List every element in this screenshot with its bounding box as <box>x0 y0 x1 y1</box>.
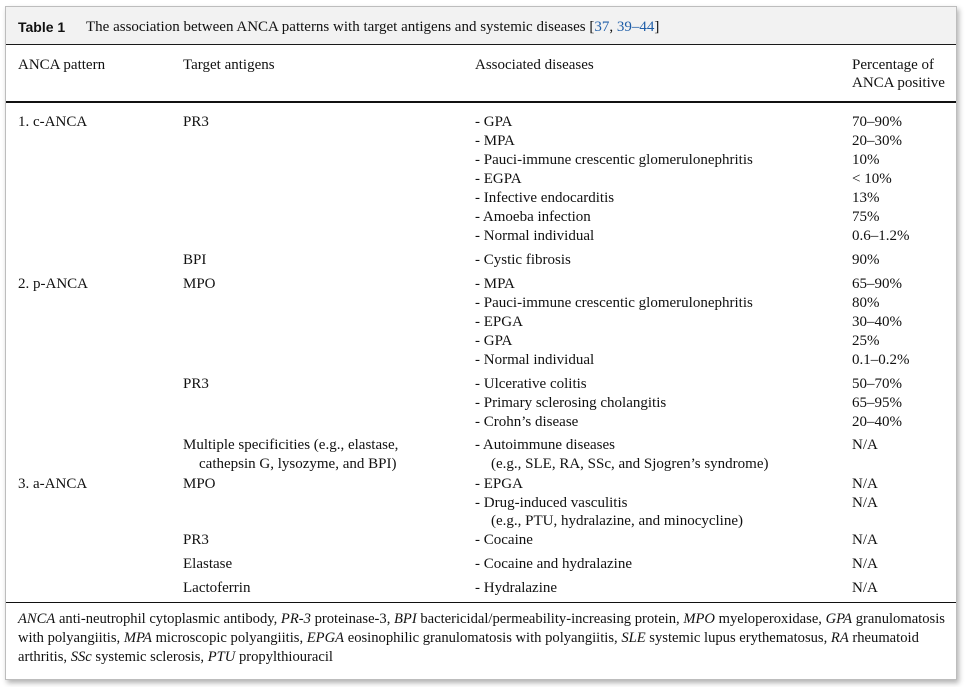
cell-percent: 0.1–0.2% <box>852 352 910 368</box>
table-title-bar <box>6 7 956 45</box>
cell-percent: 65–95% <box>852 395 902 411</box>
cell-disease: - Normal individual <box>475 228 595 244</box>
footnote-abbreviation: BPI <box>394 611 417 627</box>
cell-disease: - MPA <box>475 276 515 292</box>
footnote-definition: propylthiouracil <box>235 649 333 665</box>
footnote-abbreviation: SSc <box>70 649 92 665</box>
cell-disease: - GPA <box>475 114 513 130</box>
cell-disease: - MPA <box>475 133 515 149</box>
cell-percent: 80% <box>852 295 880 311</box>
cell-antigen: MPO <box>183 476 216 492</box>
cell-percent: 25% <box>852 333 880 349</box>
cell-disease: - EPGA <box>475 476 523 492</box>
cell-percent: 30–40% <box>852 314 902 330</box>
footnote-definition: systemic sclerosis, <box>91 649 208 665</box>
table-caption <box>86 19 659 36</box>
citation-link-37[interactable]: 37 <box>594 19 610 35</box>
cell-percent: N/A <box>852 532 878 548</box>
cell-antigen: PR3 <box>183 114 209 130</box>
cell-percent: 70–90% <box>852 114 902 130</box>
cell-percent: N/A <box>852 556 878 572</box>
table-footnote <box>18 610 954 667</box>
cell-percent: 75% <box>852 209 880 225</box>
footnote-abbreviation: MPO <box>683 611 715 627</box>
cell-antigen: MPO <box>183 276 216 292</box>
cell-disease: - GPA <box>475 333 513 349</box>
cell-percent: N/A <box>852 437 878 453</box>
cell-percent: 90% <box>852 252 880 268</box>
header-associated-diseases: Associated diseases <box>475 57 594 73</box>
footnote-definition: systemic lupus erythematosus, <box>645 630 831 646</box>
footnote-definition: anti-neutrophil cytoplasmic antibody, <box>55 611 281 627</box>
cell-disease: - Normal individual <box>475 352 595 368</box>
footer-rule <box>6 602 956 603</box>
header-percentage-line1: Percentage of <box>852 57 935 73</box>
cell-pattern: 2. p-ANCA <box>18 276 88 292</box>
cell-disease: (e.g., SLE, RA, SSc, and Sjogren’s syndrome) <box>491 456 769 472</box>
cell-antigen: Multiple specificities (e.g., elastase, <box>183 437 399 453</box>
cell-percent: 13% <box>852 190 880 206</box>
header-percentage-line2: ANCA positive <box>852 75 945 91</box>
header-rule <box>6 101 956 103</box>
cell-disease: - Pauci-immune crescentic glomerulonephritis <box>475 295 753 311</box>
cell-antigen: cathepsin G, lysozyme, and BPI) <box>199 456 397 472</box>
cell-percent: 0.6–1.2% <box>852 228 910 244</box>
footnote-definition: proteinase-3, <box>310 611 394 627</box>
cell-disease: - Cocaine <box>475 532 533 548</box>
cell-percent: N/A <box>852 580 878 596</box>
cell-percent: 20–40% <box>852 414 902 430</box>
footnote-abbreviation: SLE <box>621 630 646 646</box>
caption-close: ] <box>654 19 660 35</box>
footnote-definition: microscopic polyangiitis, <box>151 630 307 646</box>
cell-antigen: BPI <box>183 252 207 268</box>
caption-separator: , <box>609 19 617 35</box>
header-target-antigens: Target antigens <box>183 57 275 73</box>
cell-percent: N/A <box>852 476 878 492</box>
footnote-abbreviation: EPGA <box>306 630 345 646</box>
footnote-abbreviation: RA <box>830 630 849 646</box>
cell-disease: - Pauci-immune crescentic glomerulonephritis <box>475 152 753 168</box>
cell-disease: - EGPA <box>475 171 522 187</box>
cell-disease: - Ulcerative colitis <box>475 376 587 392</box>
footnote-abbreviation: PTU <box>207 649 236 665</box>
cell-disease: - Primary sclerosing cholangitis <box>475 395 667 411</box>
cell-disease: - Cocaine and hydralazine <box>475 556 633 572</box>
cell-disease: - Infective endocarditis <box>475 190 615 206</box>
cell-antigen: PR3 <box>183 376 209 392</box>
citation-link-39-44[interactable]: 39–44 <box>616 19 655 35</box>
header-anca-pattern: ANCA pattern <box>18 57 106 73</box>
table-number: Table 1 <box>18 19 66 35</box>
cell-percent: 65–90% <box>852 276 902 292</box>
cell-disease: - Hydralazine <box>475 580 558 596</box>
cell-percent: N/A <box>852 495 878 511</box>
cell-disease: - Drug-induced vasculitis <box>475 495 628 511</box>
cell-percent: < 10% <box>852 171 892 187</box>
footnote-abbreviation: MPA <box>123 630 152 646</box>
cell-antigen: PR3 <box>183 532 209 548</box>
cell-percent: 10% <box>852 152 880 168</box>
cell-disease: - Cystic fibrosis <box>475 252 571 268</box>
cell-disease: - EPGA <box>475 314 523 330</box>
table-panel <box>5 6 957 680</box>
cell-disease: (e.g., PTU, hydralazine, and minocycline) <box>491 513 743 529</box>
footnote-definition: bactericidal/permeability-increasing protein, <box>416 611 684 627</box>
cell-disease: - Autoimmune diseases <box>475 437 615 453</box>
cell-percent: 20–30% <box>852 133 902 149</box>
cell-pattern: 1. c-ANCA <box>18 114 88 130</box>
footnote-definition: granulomatosis with polyangiitis, <box>18 611 945 646</box>
footnote-definition: myeloperoxidase, <box>714 611 826 627</box>
footnote-definition: rheumatoid arthritis, <box>18 630 919 665</box>
footnote-definition: eosinophilic granulomatosis with polyangiitis, <box>344 630 622 646</box>
cell-percent: 50–70% <box>852 376 902 392</box>
cell-pattern: 3. a-ANCA <box>18 476 88 492</box>
footnote-abbreviation: GPA <box>825 611 853 627</box>
footnote-abbreviation: ANCA <box>18 611 56 627</box>
cell-disease: - Amoeba infection <box>475 209 591 225</box>
footnote-abbreviation: PR-3 <box>280 611 311 627</box>
cell-disease: - Crohn’s disease <box>475 414 579 430</box>
cell-antigen: Elastase <box>183 556 233 572</box>
caption-text: The association between ANCA patterns with target antigens and systemic diseases [ <box>86 19 595 35</box>
cell-antigen: Lactoferrin <box>183 580 251 596</box>
